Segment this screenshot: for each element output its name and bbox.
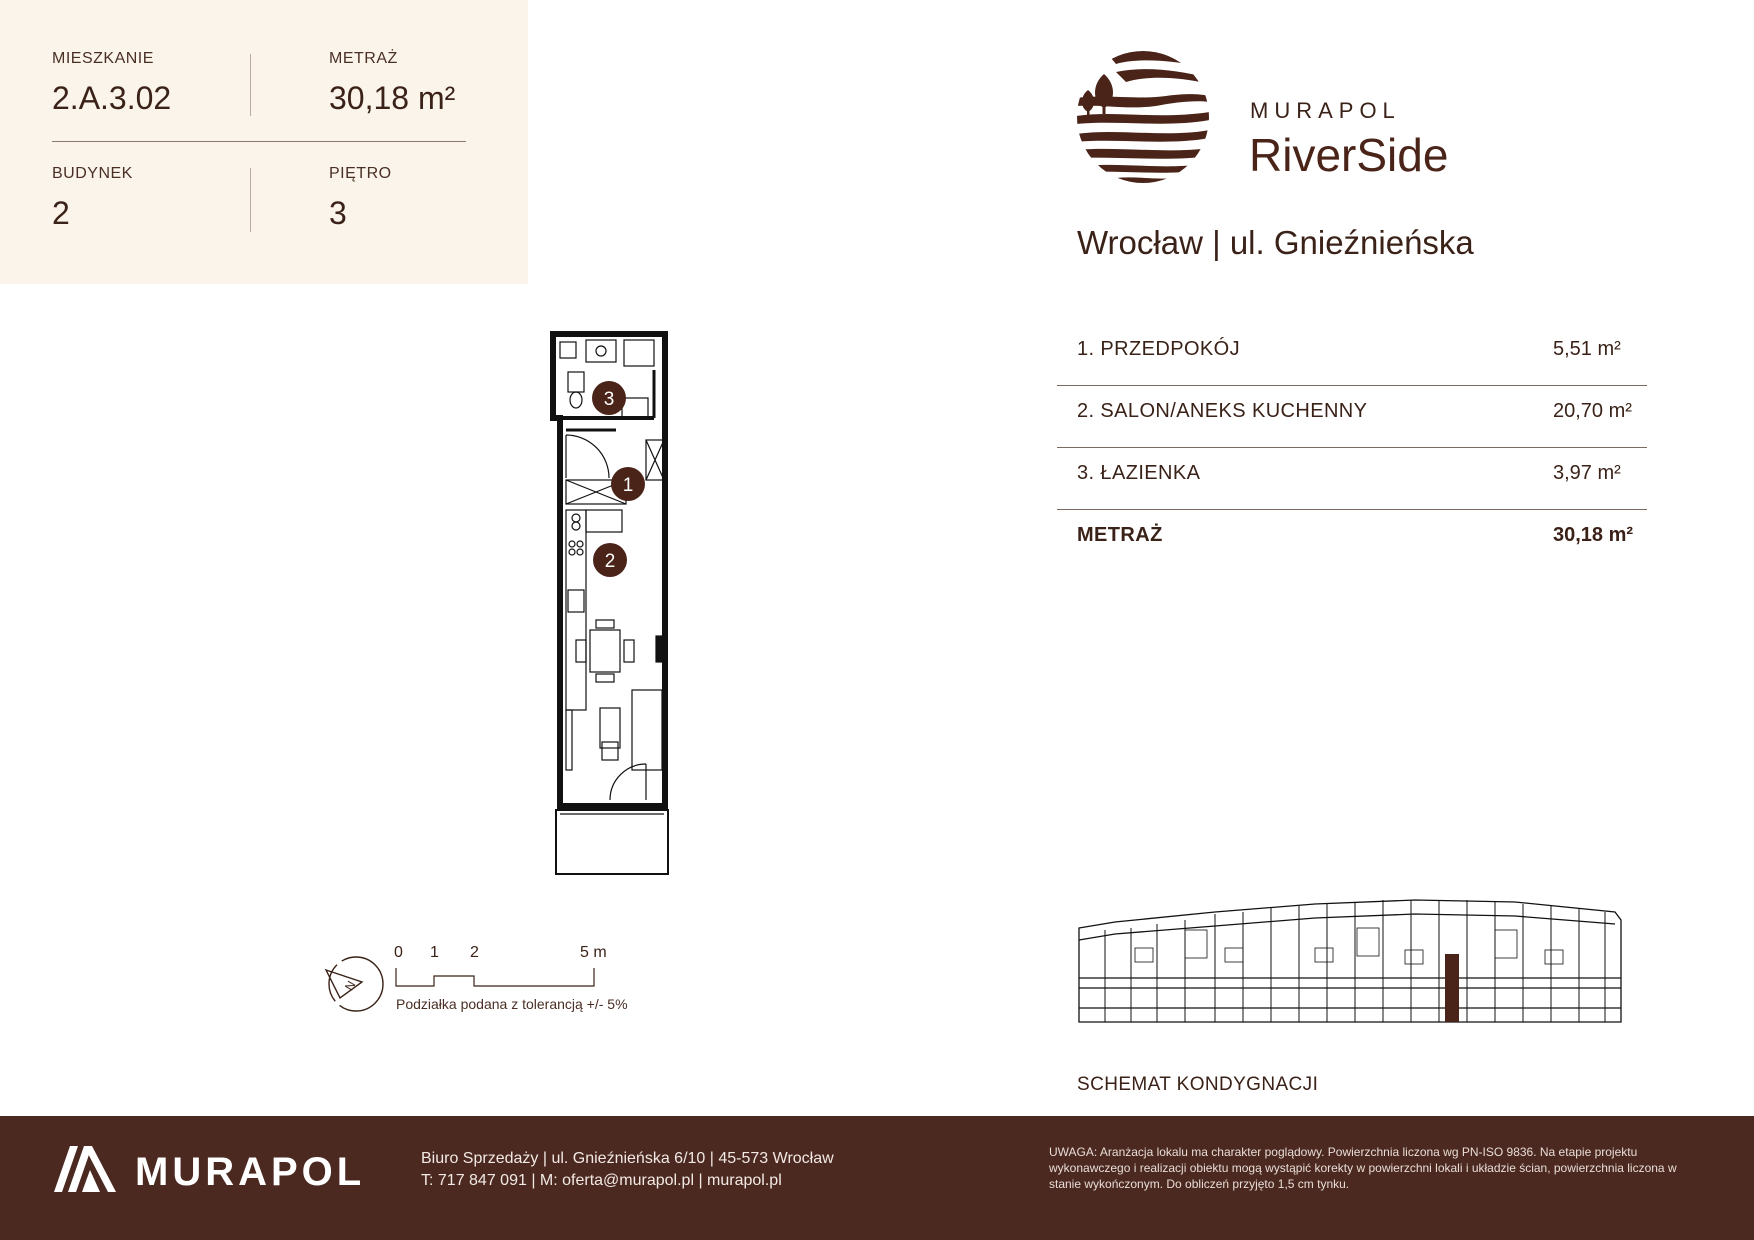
investment-location: Wrocław | ul. Gnieźnieńska bbox=[1077, 224, 1474, 261]
sales-office-address: Biuro Sprzedaży | ul. Gnieźnieńska 6/10 | 45-573 Wrocław bbox=[421, 1150, 834, 1167]
floor-value: 3 bbox=[329, 195, 347, 231]
area-cell bbox=[329, 50, 455, 117]
total-area-value: 30,18 m² bbox=[1553, 524, 1634, 546]
footer-contact bbox=[421, 1148, 834, 1192]
storey-scheme-diagram bbox=[1075, 890, 1625, 1030]
scale-tick-label: 1 bbox=[430, 944, 439, 961]
compass-north-icon bbox=[322, 950, 392, 1020]
apartment-info-panel bbox=[0, 0, 528, 284]
room-name: 1. PRZEDPOKÓJ bbox=[1077, 338, 1241, 360]
apartment-cell bbox=[52, 50, 171, 117]
room-area: 5,51 m² bbox=[1553, 338, 1621, 360]
floor-cell bbox=[329, 165, 392, 232]
footer-brand: MURAPOL bbox=[135, 1150, 366, 1194]
plan-marker bbox=[592, 381, 626, 415]
info-divider-vertical bbox=[250, 54, 251, 116]
room-name: 3. ŁAZIENKA bbox=[1077, 462, 1201, 484]
scale-tick-label: 5 m bbox=[580, 944, 607, 961]
murapol-logo-icon bbox=[54, 1146, 116, 1192]
area-value: 30,18 m² bbox=[329, 80, 456, 116]
riverside-logo-icon bbox=[1076, 50, 1210, 184]
apartment-label: MIESZKANIE bbox=[52, 50, 154, 67]
floor-label: PIĘTRO bbox=[329, 165, 392, 182]
apartment-value: 2.A.3.02 bbox=[52, 80, 172, 116]
building-value: 2 bbox=[52, 195, 70, 231]
scale-tolerance-note: Podziałka podana z tolerancją +/- 5% bbox=[396, 996, 628, 1012]
room-row bbox=[1057, 386, 1647, 448]
brand-company: MURAPOL bbox=[1250, 98, 1401, 123]
scale-tick-label: 2 bbox=[470, 944, 479, 961]
apartment-floor-plan bbox=[520, 330, 690, 880]
info-divider-horizontal bbox=[52, 141, 466, 142]
building-cell bbox=[52, 165, 133, 232]
plan-marker-label: 3 bbox=[603, 389, 615, 410]
building-label: BUDYNEK bbox=[52, 165, 133, 182]
plan-marker-label: 2 bbox=[604, 551, 616, 572]
room-row bbox=[1057, 448, 1647, 510]
contact-details[interactable]: T: 717 847 091 | M: oferta@murapol.pl | murapol.pl bbox=[421, 1172, 782, 1189]
plan-marker bbox=[593, 543, 627, 577]
storey-scheme-label: SCHEMAT KONDYGNACJI bbox=[1077, 1074, 1319, 1095]
scale-tick-label: 0 bbox=[394, 944, 403, 961]
footer bbox=[0, 1116, 1754, 1240]
info-divider-vertical bbox=[250, 168, 251, 232]
plan-marker-label: 1 bbox=[622, 475, 634, 496]
brand-investment-name: RiverSide bbox=[1249, 129, 1449, 181]
room-area: 20,70 m² bbox=[1553, 400, 1632, 422]
room-area: 3,97 m² bbox=[1553, 462, 1621, 484]
rooms-table bbox=[1057, 324, 1647, 572]
svg-text:N: N bbox=[341, 978, 359, 993]
scale-ruler bbox=[394, 966, 634, 990]
total-area-row bbox=[1057, 510, 1647, 572]
disclaimer-note: UWAGA: Aranżacja lokalu ma charakter poglądowy. Powierzchnia liczona wg PN-ISO 9836. Na etapie projektu wykonawczego i realizacji obiektu mogą wystąpić korekty w powierzchni lokali i układzie ścian, powierzchnia liczona w stanie wykończonym. Do obliczeń przyjęto 1,5 cm tynku. bbox=[1049, 1145, 1677, 1191]
room-name: 2. SALON/ANEKS KUCHENNY bbox=[1077, 400, 1368, 422]
room-row bbox=[1057, 324, 1647, 386]
total-area-label: METRAŻ bbox=[1077, 524, 1163, 546]
scale-bar bbox=[322, 944, 662, 1014]
area-label: METRAŻ bbox=[329, 50, 398, 67]
plan-marker bbox=[611, 467, 645, 501]
